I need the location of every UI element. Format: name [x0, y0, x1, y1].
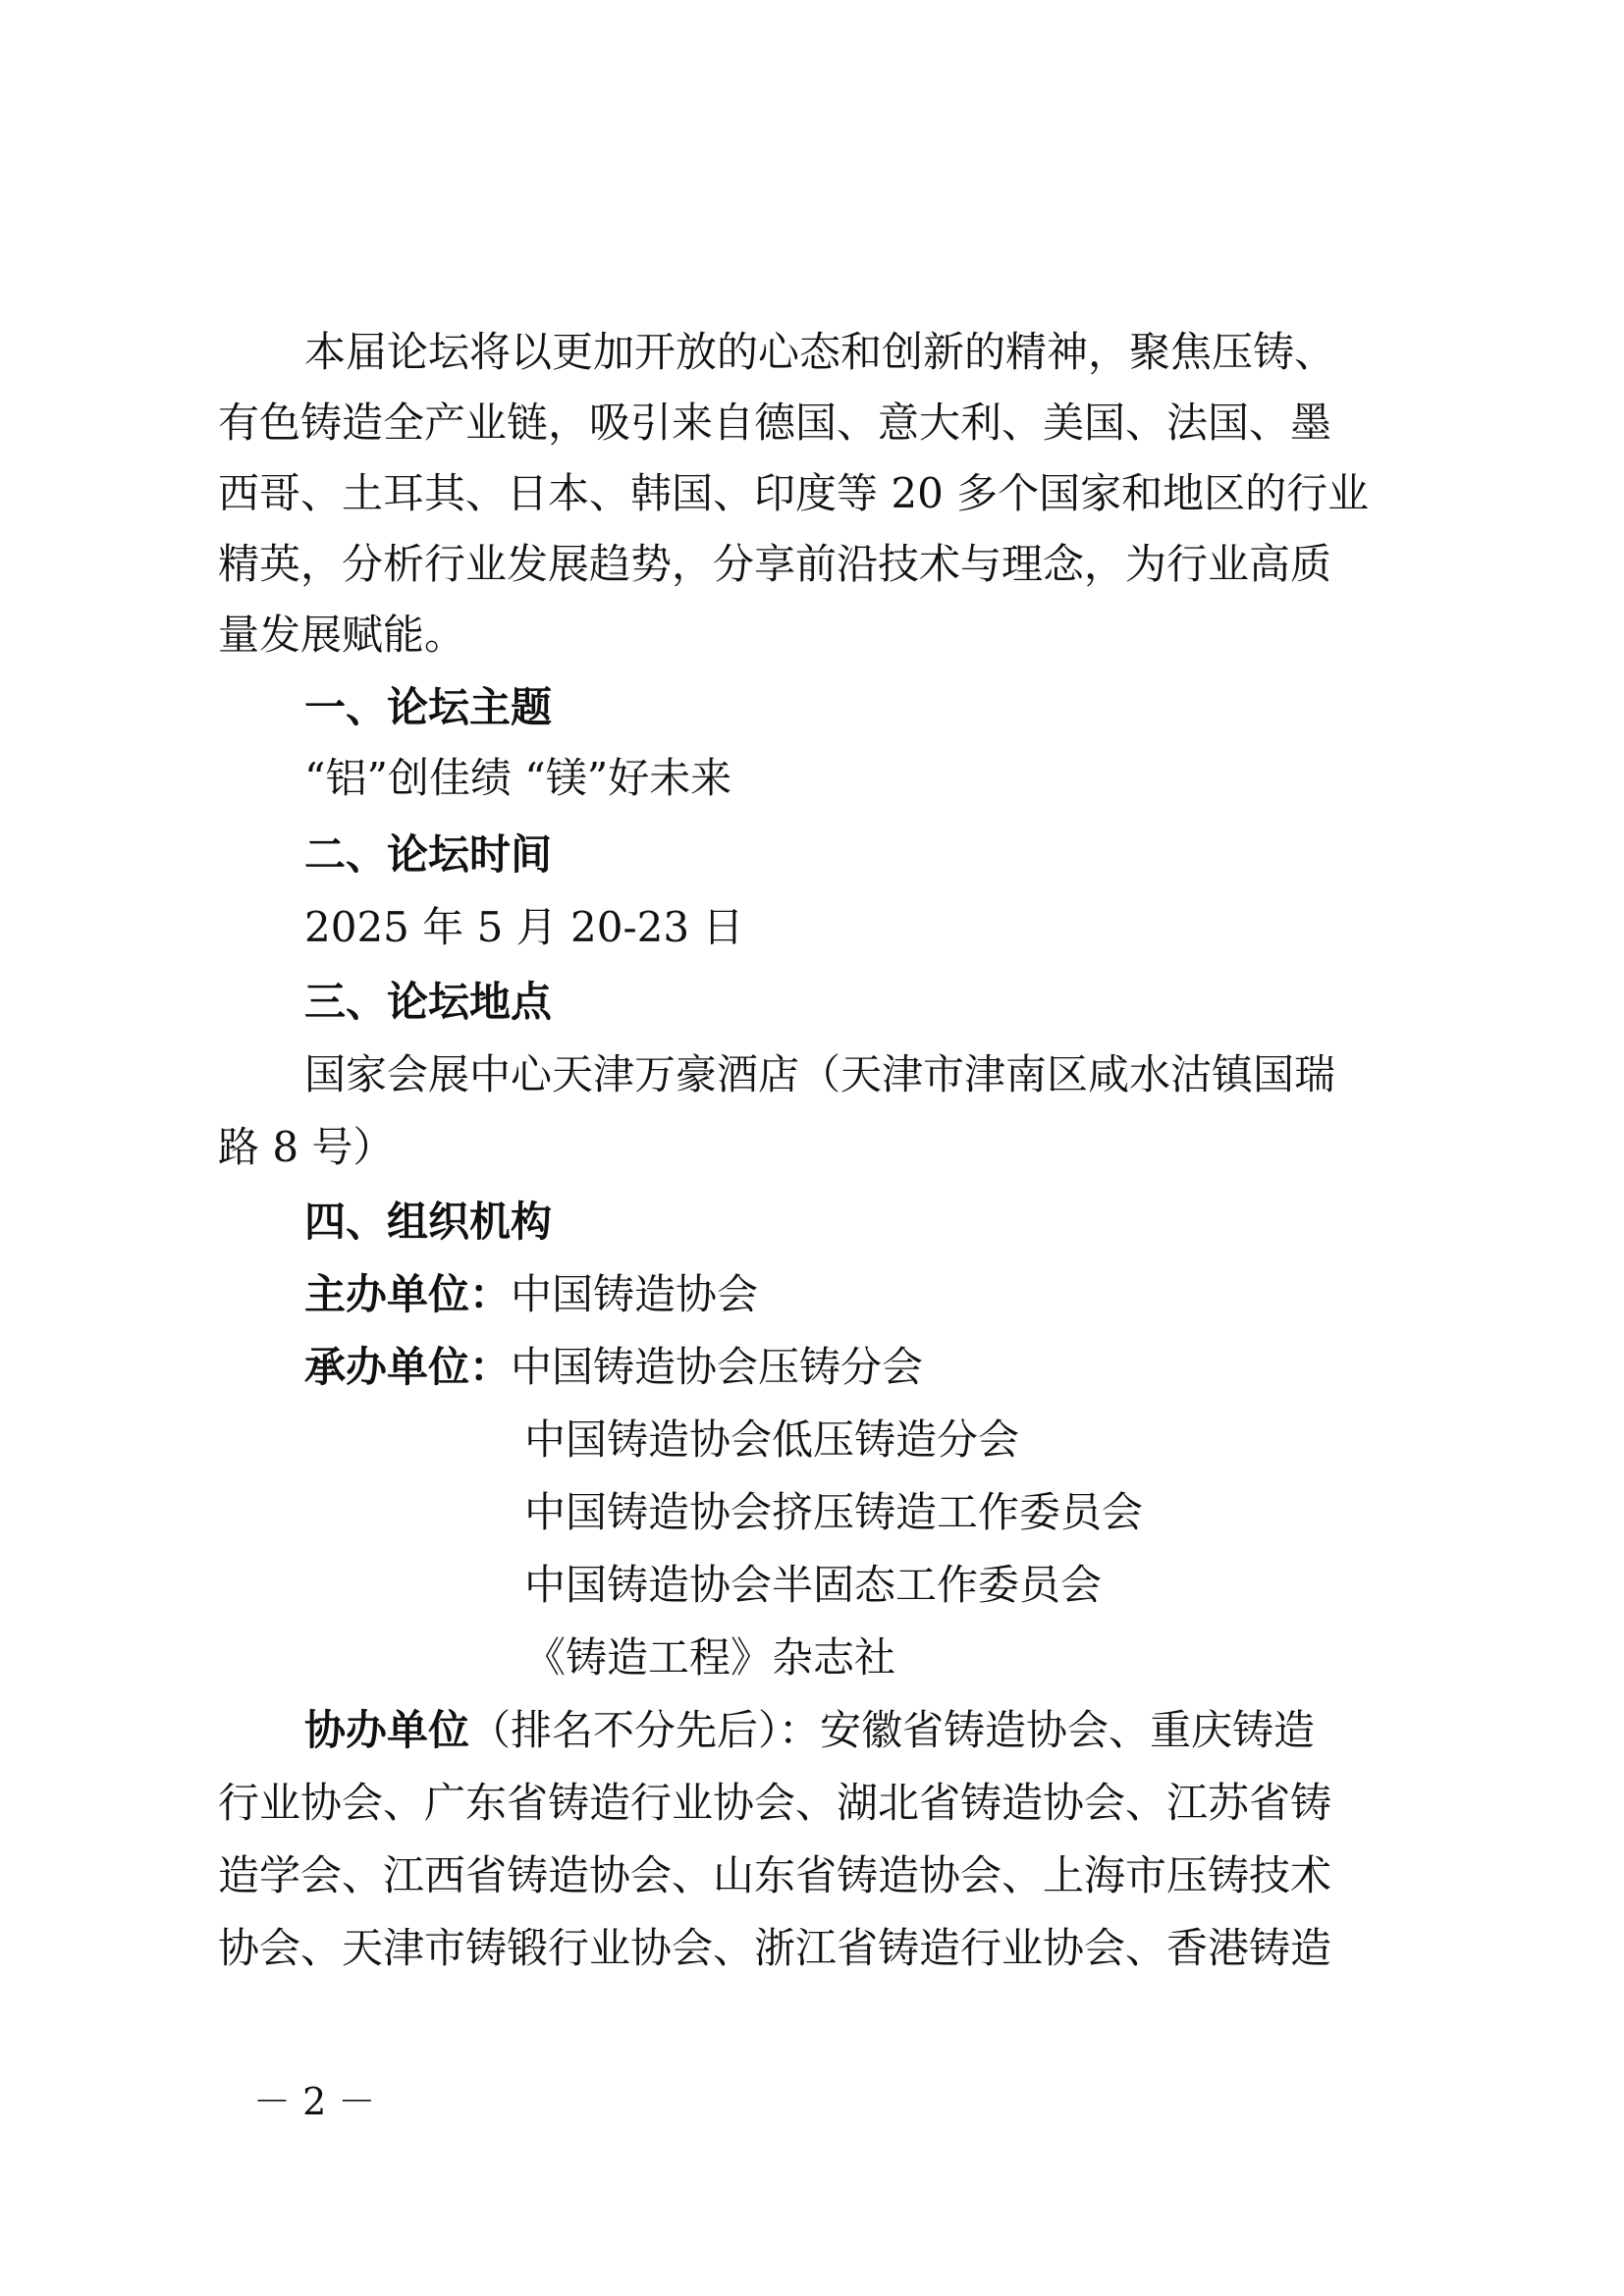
host-value: 中国铸造协会 — [511, 1270, 759, 1318]
co-organizer-label: 协办单位 — [304, 1706, 470, 1754]
co-organizer-line-1 — [304, 1706, 1624, 1755]
intro-line-5: 量发展赋能。 — [218, 611, 466, 659]
theme-text: “铝”创佳绩 “镁”好未来 — [304, 754, 732, 802]
time-text: 2025 年 5 月 20-23 日 — [304, 903, 744, 951]
host-label: 主办单位： — [304, 1270, 512, 1318]
co-organizer-text: （排名不分先后）：安徽省铸造协会、重庆铸造 — [469, 1706, 1316, 1754]
host-row — [304, 1270, 1624, 1319]
co-organizer-line-2: 行业协会、广东省铸造行业协会、湖北省铸造协会、江苏省铸 — [218, 1779, 1332, 1827]
organizer-item: 中国铸造协会低压铸造分会 — [524, 1415, 1020, 1464]
venue-heading: 三、论坛地点 — [304, 978, 553, 1026]
page-number: － 2 － — [253, 2080, 376, 2123]
intro-line-3: 西哥、土耳其、日本、韩国、印度等 20 多个国家和地区的行业 — [218, 469, 1370, 517]
organizer-item: 中国铸造协会压铸分会 — [511, 1343, 924, 1391]
organizer-item: 中国铸造协会挤压铸造工作委员会 — [524, 1488, 1144, 1536]
co-organizer-line-4: 协会、天津市铸锻行业协会、浙江省铸造行业协会、香港铸造 — [218, 1924, 1332, 1972]
co-organizer-line-3: 造学会、江西省铸造协会、山东省铸造协会、上海市压铸技术 — [218, 1851, 1332, 1899]
organizer-label: 承办单位： — [304, 1343, 512, 1391]
organizer-item: 中国铸造协会半固态工作委员会 — [524, 1561, 1103, 1609]
organizer-item: 《铸造工程》杂志社 — [524, 1633, 896, 1682]
venue-line-1: 国家会展中心天津万豪酒店（天津市津南区咸水沽镇国瑞 — [304, 1050, 1336, 1098]
intro-line-1: 本届论坛将以更加开放的心态和创新的精神，聚焦压铸、 — [304, 328, 1336, 376]
organizer-row — [304, 1343, 1624, 1392]
time-heading: 二、论坛时间 — [304, 830, 553, 879]
intro-line-2: 有色铸造全产业链，吸引来自德国、意大利、美国、法国、墨 — [218, 399, 1332, 447]
venue-line-2: 路 8 号） — [218, 1123, 395, 1171]
theme-heading: 一、论坛主题 — [304, 683, 553, 731]
intro-line-4: 精英，分析行业发展趋势，分享前沿技术与理念，为行业高质 — [218, 540, 1332, 588]
org-heading: 四、组织机构 — [304, 1198, 553, 1246]
